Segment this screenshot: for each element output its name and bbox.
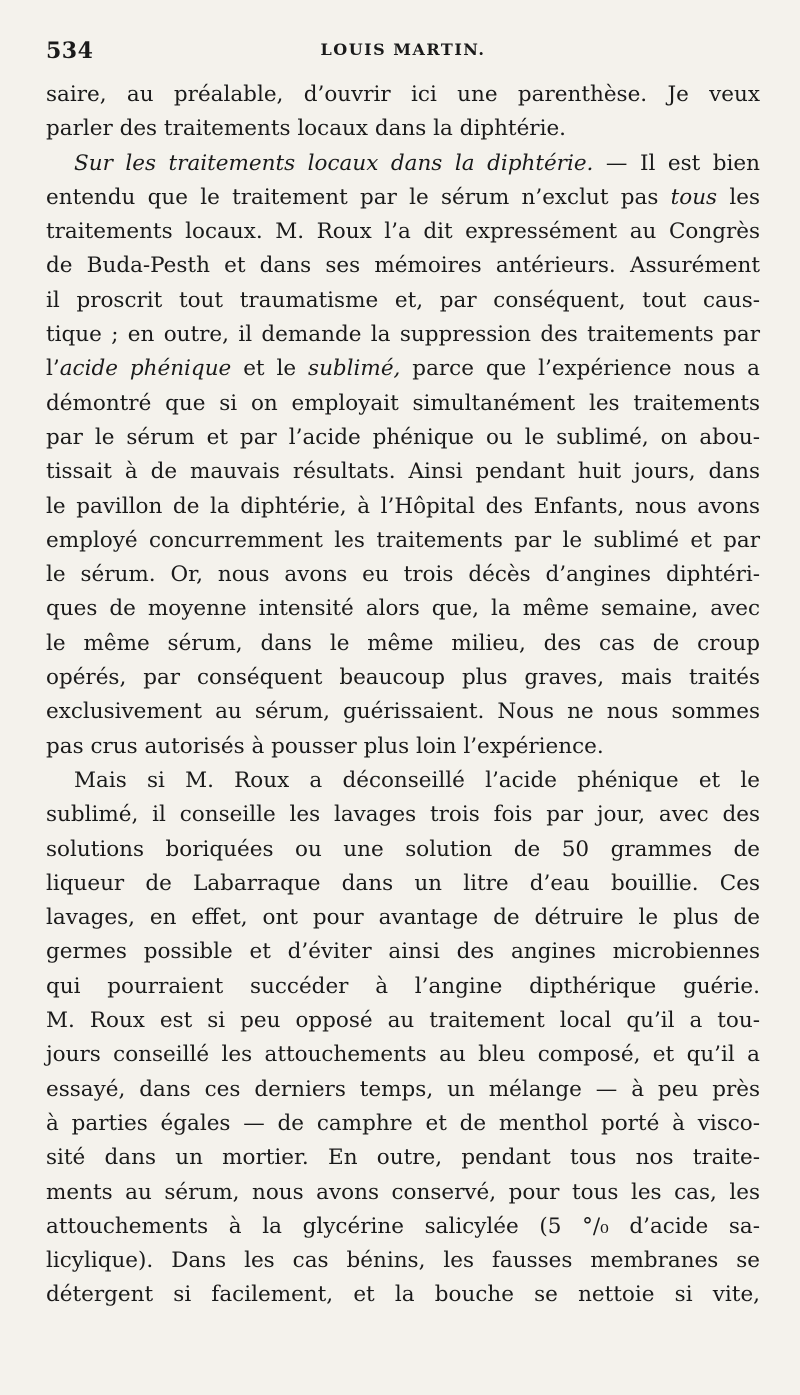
line-text: sité dans un mortier. En outre, pendant tous nos traite- [46, 1145, 760, 1171]
text-line [46, 352, 760, 386]
line-text: de Buda-Pesth et dans ses mémoires antérieurs. Assurément [46, 253, 760, 279]
running-head [46, 38, 760, 68]
text-line [46, 627, 760, 661]
line-text: entendu que le traitement par le sérum n’exclut pas [46, 184, 671, 210]
line-text: employé concurremment les traitements par le sublimé et par [46, 527, 760, 553]
line-text: et le [231, 356, 309, 382]
line-text: opérés, par conséquent beaucoup plus graves, mais traités [46, 665, 760, 691]
text-line [46, 1278, 760, 1312]
text-line [46, 695, 760, 729]
line-text: ques de moyenne intensité alors que, la même semaine, avec [46, 596, 760, 622]
line-text: — Il est bien [593, 150, 760, 176]
line-text: tissait à de mauvais résultats. Ainsi pendant huit jours, dans [46, 459, 760, 485]
line-text: M. Roux est si peu opposé au traitement local qu’il a tou- [46, 1008, 760, 1034]
text-line [46, 1141, 760, 1175]
text-line [46, 1038, 760, 1072]
line-text: ments au sérum, nous avons conservé, pour tous les cas, les [46, 1179, 760, 1205]
text-line [46, 730, 760, 764]
body-text [46, 78, 760, 1313]
text-line [46, 112, 760, 146]
text-line [46, 970, 760, 1004]
line-text: à parties égales — de camphre et de menthol porté à visco- [46, 1110, 760, 1136]
text-line [46, 558, 760, 592]
text-line [46, 524, 760, 558]
line-text: pas crus autorisés à pousser plus loin l’expérience. [46, 733, 604, 759]
text-line [46, 421, 760, 455]
line-text: solutions boriquées ou une solution de 50 grammes de [46, 836, 760, 862]
italic-text: Sur les traitements locaux dans la diphtérie. [74, 150, 594, 176]
text-line [46, 901, 760, 935]
text-line [46, 592, 760, 626]
line-text: démontré que si on employait simultanément les traitements [46, 390, 760, 416]
text-line [46, 764, 760, 798]
italic-text: sublimé, [308, 356, 401, 382]
line-text: exclusivement au sérum, guérissaient. Nous ne nous sommes [46, 699, 760, 725]
text-line [46, 1004, 760, 1038]
line-text: liqueur de Labarraque dans un litre d’eau bouillie. Ces [46, 870, 760, 896]
line-text: parce que l’expérience nous a [400, 356, 761, 382]
line-text: les [717, 184, 760, 210]
line-text: attouchements à la glycérine salicylée (5 °/₀ d’acide sa- [46, 1213, 760, 1239]
text-line [46, 1244, 760, 1278]
text-line [46, 490, 760, 524]
italic-text: acide phénique [59, 356, 232, 382]
text-line [46, 318, 760, 352]
text-line [46, 1073, 760, 1107]
line-text: essayé, dans ces derniers temps, un mélange — à peu près [46, 1076, 760, 1102]
line-text: saire, au préalable, d’ouvrir ici une parenthèse. Je veux [46, 82, 760, 107]
text-line [46, 78, 760, 112]
text-line [46, 284, 760, 318]
text-line [46, 181, 760, 215]
running-title: LOUIS MARTIN. [320, 40, 486, 59]
text-line [46, 1176, 760, 1210]
line-text: le pavillon de la diphtérie, à l’Hôpital des Enfants, nous avons [46, 493, 760, 519]
line-text: lavages, en effet, ont pour avantage de détruire le plus de [46, 905, 760, 931]
line-text: germes possible et d’éviter ainsi des angines microbiennes [46, 939, 760, 965]
italic-text: tous [670, 184, 718, 210]
line-text: licylique). Dans les cas bénins, les fausses membranes se [46, 1248, 760, 1274]
line-text: sublimé, il conseille les lavages trois fois par jour, avec des [46, 802, 760, 828]
text-line [46, 833, 760, 867]
line-text: détergent si facilement, et la bouche se nettoie si vite, [46, 1282, 760, 1308]
text-line [46, 1210, 760, 1244]
text-line [46, 935, 760, 969]
text-line [46, 249, 760, 283]
line-text: il proscrit tout traumatisme et, par conséquent, tout caus- [46, 287, 760, 313]
line-text: traitements locaux. M. Roux l’a dit expressément au Congrès [46, 219, 760, 245]
text-line [46, 798, 760, 832]
line-text: tique ; en outre, il demande la suppression des traitements par [46, 322, 760, 348]
text-line [46, 1107, 760, 1141]
line-text: parler des traitements locaux dans la diphtérie. [46, 116, 566, 142]
text-line [46, 867, 760, 901]
text-line [46, 147, 760, 181]
page-number: 534 [46, 38, 94, 64]
line-text: par le sérum et par l’acide phénique ou le sublimé, on abou- [46, 424, 760, 450]
line-text: l’ [46, 356, 60, 382]
text-line [46, 455, 760, 489]
text-line [46, 215, 760, 249]
line-text: jours conseillé les attouchements au bleu composé, et qu’il a [46, 1042, 760, 1068]
line-text: qui pourraient succéder à l’angine dipthérique guérie. [46, 973, 760, 999]
line-text: Mais si M. Roux a déconseillé l’acide phénique et le [74, 767, 760, 793]
text-line [46, 661, 760, 695]
line-text: le sérum. Or, nous avons eu trois décès d’angines diphtéri- [46, 562, 760, 588]
line-text: le même sérum, dans le même milieu, des cas de croup [46, 630, 760, 656]
text-line [46, 387, 760, 421]
